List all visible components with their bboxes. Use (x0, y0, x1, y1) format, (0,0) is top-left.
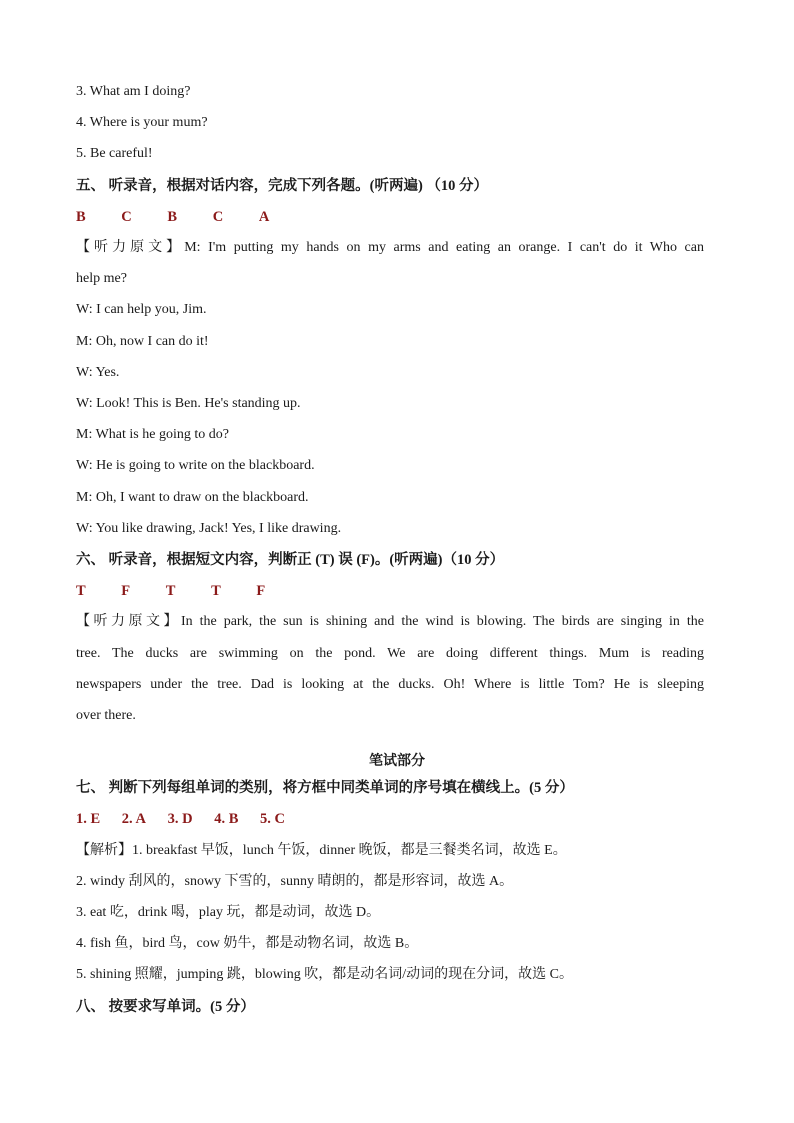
section-5-transcript-line: help me? (76, 271, 127, 286)
section-6-heading: 六、 听录音，根据短文内容，判断正 (T) 误 (F)。(听两遍)（10 分） (76, 552, 505, 568)
question-5: 5. Be careful! (76, 146, 153, 161)
section-5-transcript-line: W: You like drawing, Jack! Yes, I like drawing. (76, 521, 342, 536)
section-8-heading: 八、 按要求写单词。(5 分） (76, 999, 255, 1015)
answer-item: F (121, 583, 131, 599)
section-5-transcript-line: 【听力原文】M: I'm putting my hands on my arms and eating an orange. I can't do it Who can (76, 240, 704, 255)
section-6-transcript-line: 【听力原文】In the park, the sun is shining and the wind is blowing. The birds are singing in the (76, 614, 704, 629)
answer-item: 2. A (121, 811, 146, 827)
section-5-transcript-line: W: Yes. (76, 365, 120, 380)
section-7-explanation: 5. shining 照耀，jumping 跳，blowing 吹，都是动名词/动词的现在分词，故选 C。 (76, 967, 574, 982)
answer-item: B (167, 209, 178, 225)
section-6-answers (76, 581, 704, 601)
section-5-transcript-line: M: Oh, now I can do it! (76, 334, 209, 349)
section-7-explanation: 4. fish 鱼，bird 鸟，cow 奶牛，都是动物名词，故选 B。 (76, 936, 419, 951)
answer-item: T (76, 583, 86, 599)
section-5-transcript-line: W: He is going to write on the blackboard. (76, 458, 315, 473)
answer-item: F (256, 583, 266, 599)
answer-item: C (212, 209, 224, 225)
section-5-answers (76, 207, 704, 227)
answer-item: C (121, 209, 132, 225)
answer-item: A (258, 209, 270, 225)
answer-item: 4. B (214, 811, 239, 827)
section-7-explanation: 2. windy 刮风的，snowy 下雪的，sunny 晴朗的，都是形容词，故选 A。 (76, 874, 514, 889)
section-7-heading: 七、 判断下列每组单词的类别，将方框中同类单词的序号填在横线上。(5 分） (76, 780, 574, 796)
answer-item: T (165, 583, 176, 599)
section-7-answers (76, 809, 704, 829)
section-5-heading: 五、 听录音，根据对话内容，完成下列各题。(听两遍) （10 分） (76, 178, 489, 194)
answer-item: T (211, 583, 221, 599)
section-7-explanation: 3. eat 吃，drink 喝，play 玩，都是动词，故选 D。 (76, 905, 381, 920)
question-3: 3. What am I doing? (76, 84, 191, 99)
section-6-transcript-line: over there. (76, 708, 136, 723)
answer-item: 3. D (167, 811, 193, 827)
section-5-transcript-line: W: I can help you, Jim. (76, 302, 207, 317)
section-5-transcript-line: W: Look! This is Ben. He's standing up. (76, 396, 301, 411)
section-6-transcript-line: tree. The ducks are swimming on the pond. We are doing different things. Mum is reading (76, 646, 704, 661)
answer-item: 5. C (260, 811, 285, 827)
question-4: 4. Where is your mum? (76, 115, 208, 130)
section-7-explanation: 【解析】1. breakfast 早饭，lunch 午饭，dinner 晚饭，都是三餐类名词，故选 E。 (76, 843, 567, 858)
section-6-transcript-line: newspapers under the tree. Dad is looking at the ducks. Oh! Where is little Tom? He is sleeping (76, 677, 704, 692)
written-part-title: 笔试部分 (369, 754, 425, 769)
section-5-transcript-line: M: What is he going to do? (76, 427, 229, 442)
answer-item: B (76, 209, 86, 225)
section-5-transcript-line: M: Oh, I want to draw on the blackboard. (76, 490, 309, 505)
answer-item: 1. E (76, 811, 101, 827)
